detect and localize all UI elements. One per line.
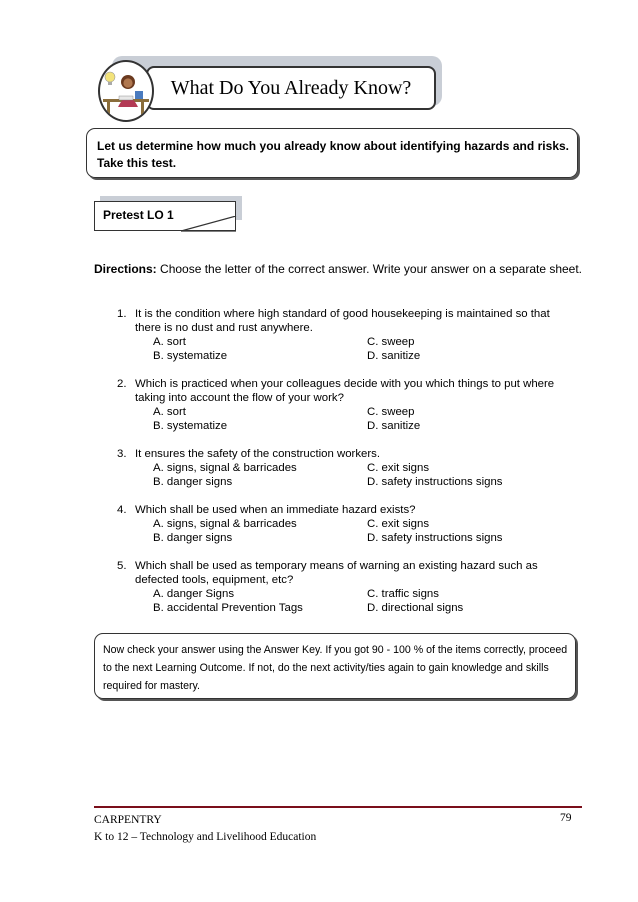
question-line: It is the condition where high standard of good housekeeping is maintained so that <box>135 308 550 320</box>
option-a: A. signs, signal & barricades <box>153 462 297 474</box>
answer-key-note: Now check your answer using the Answer Key. If you got 90 - 100 % of the items correctly, proceed to the next Learning Outcome. If not, do the next activity/ties again to gain knowledge and skills required for mastery. <box>94 633 576 699</box>
option-b: B. danger signs <box>153 476 233 488</box>
option-c: C. exit signs <box>367 462 430 474</box>
option-c: C. sweep <box>367 336 415 348</box>
option-d: D. sanitize <box>367 350 421 362</box>
directions <box>94 262 614 276</box>
option-a: A. sort <box>153 336 186 348</box>
option-d: D. safety instructions signs <box>367 476 503 488</box>
option-c: C. sweep <box>367 406 415 418</box>
question-number: 4. <box>117 504 127 516</box>
footer-subject: CARPENTRY <box>94 814 162 826</box>
directions-text: Choose the letter of the correct answer. Write your answer on a separate sheet. <box>156 262 583 276</box>
question-number: 5. <box>117 560 127 572</box>
question-number: 1. <box>117 308 127 320</box>
option-c: C. traffic signs <box>367 588 439 600</box>
question-line: It ensures the safety of the construction workers. <box>135 448 381 460</box>
option-d: D. sanitize <box>367 420 421 432</box>
option-d: D. directional signs <box>367 602 464 614</box>
question-2 <box>117 377 587 433</box>
question-line: Which shall be used as temporary means of warning an existing hazard such as <box>135 560 538 572</box>
intro-box: Let us determine how much you already know about identifying hazards and risks. Take this test. <box>86 128 578 178</box>
question-line: Which is practiced when your colleagues decide with you which things to put where <box>135 378 555 390</box>
footer-program: K to 12 – Technology and Livelihood Education <box>94 831 317 843</box>
question-line: there is no dust and rust anywhere. <box>135 322 313 334</box>
question-number: 3. <box>117 448 127 460</box>
question-line: taking into account the flow of your work? <box>135 392 344 404</box>
option-c: C. exit signs <box>367 518 430 530</box>
question-1 <box>117 307 587 363</box>
directions-label: Directions: <box>94 262 157 276</box>
footer-divider <box>94 806 582 808</box>
option-a: A. danger Signs <box>153 588 235 600</box>
option-b: B. systematize <box>153 350 228 362</box>
page-number: 79 <box>560 812 572 824</box>
question-3 <box>117 447 587 489</box>
footer-info <box>94 812 316 846</box>
pretest-label: Pretest LO 1 <box>94 201 236 231</box>
question-list <box>117 307 587 629</box>
tab-fold-decoration <box>181 216 237 232</box>
question-line: Which shall be used when an immediate hazard exists? <box>135 504 416 516</box>
question-line: defected tools, equipment, etc? <box>135 574 294 586</box>
option-a: A. signs, signal & barricades <box>153 518 297 530</box>
question-5 <box>117 559 587 615</box>
section-title: What Do You Already Know? <box>146 66 436 110</box>
option-b: B. danger signs <box>153 532 233 544</box>
option-b: B. accidental Prevention Tags <box>153 602 303 614</box>
option-d: D. safety instructions signs <box>367 532 503 544</box>
student-reading-icon <box>98 60 154 122</box>
option-b: B. systematize <box>153 420 228 432</box>
question-4 <box>117 503 587 545</box>
option-a: A. sort <box>153 406 186 418</box>
question-number: 2. <box>117 378 127 390</box>
